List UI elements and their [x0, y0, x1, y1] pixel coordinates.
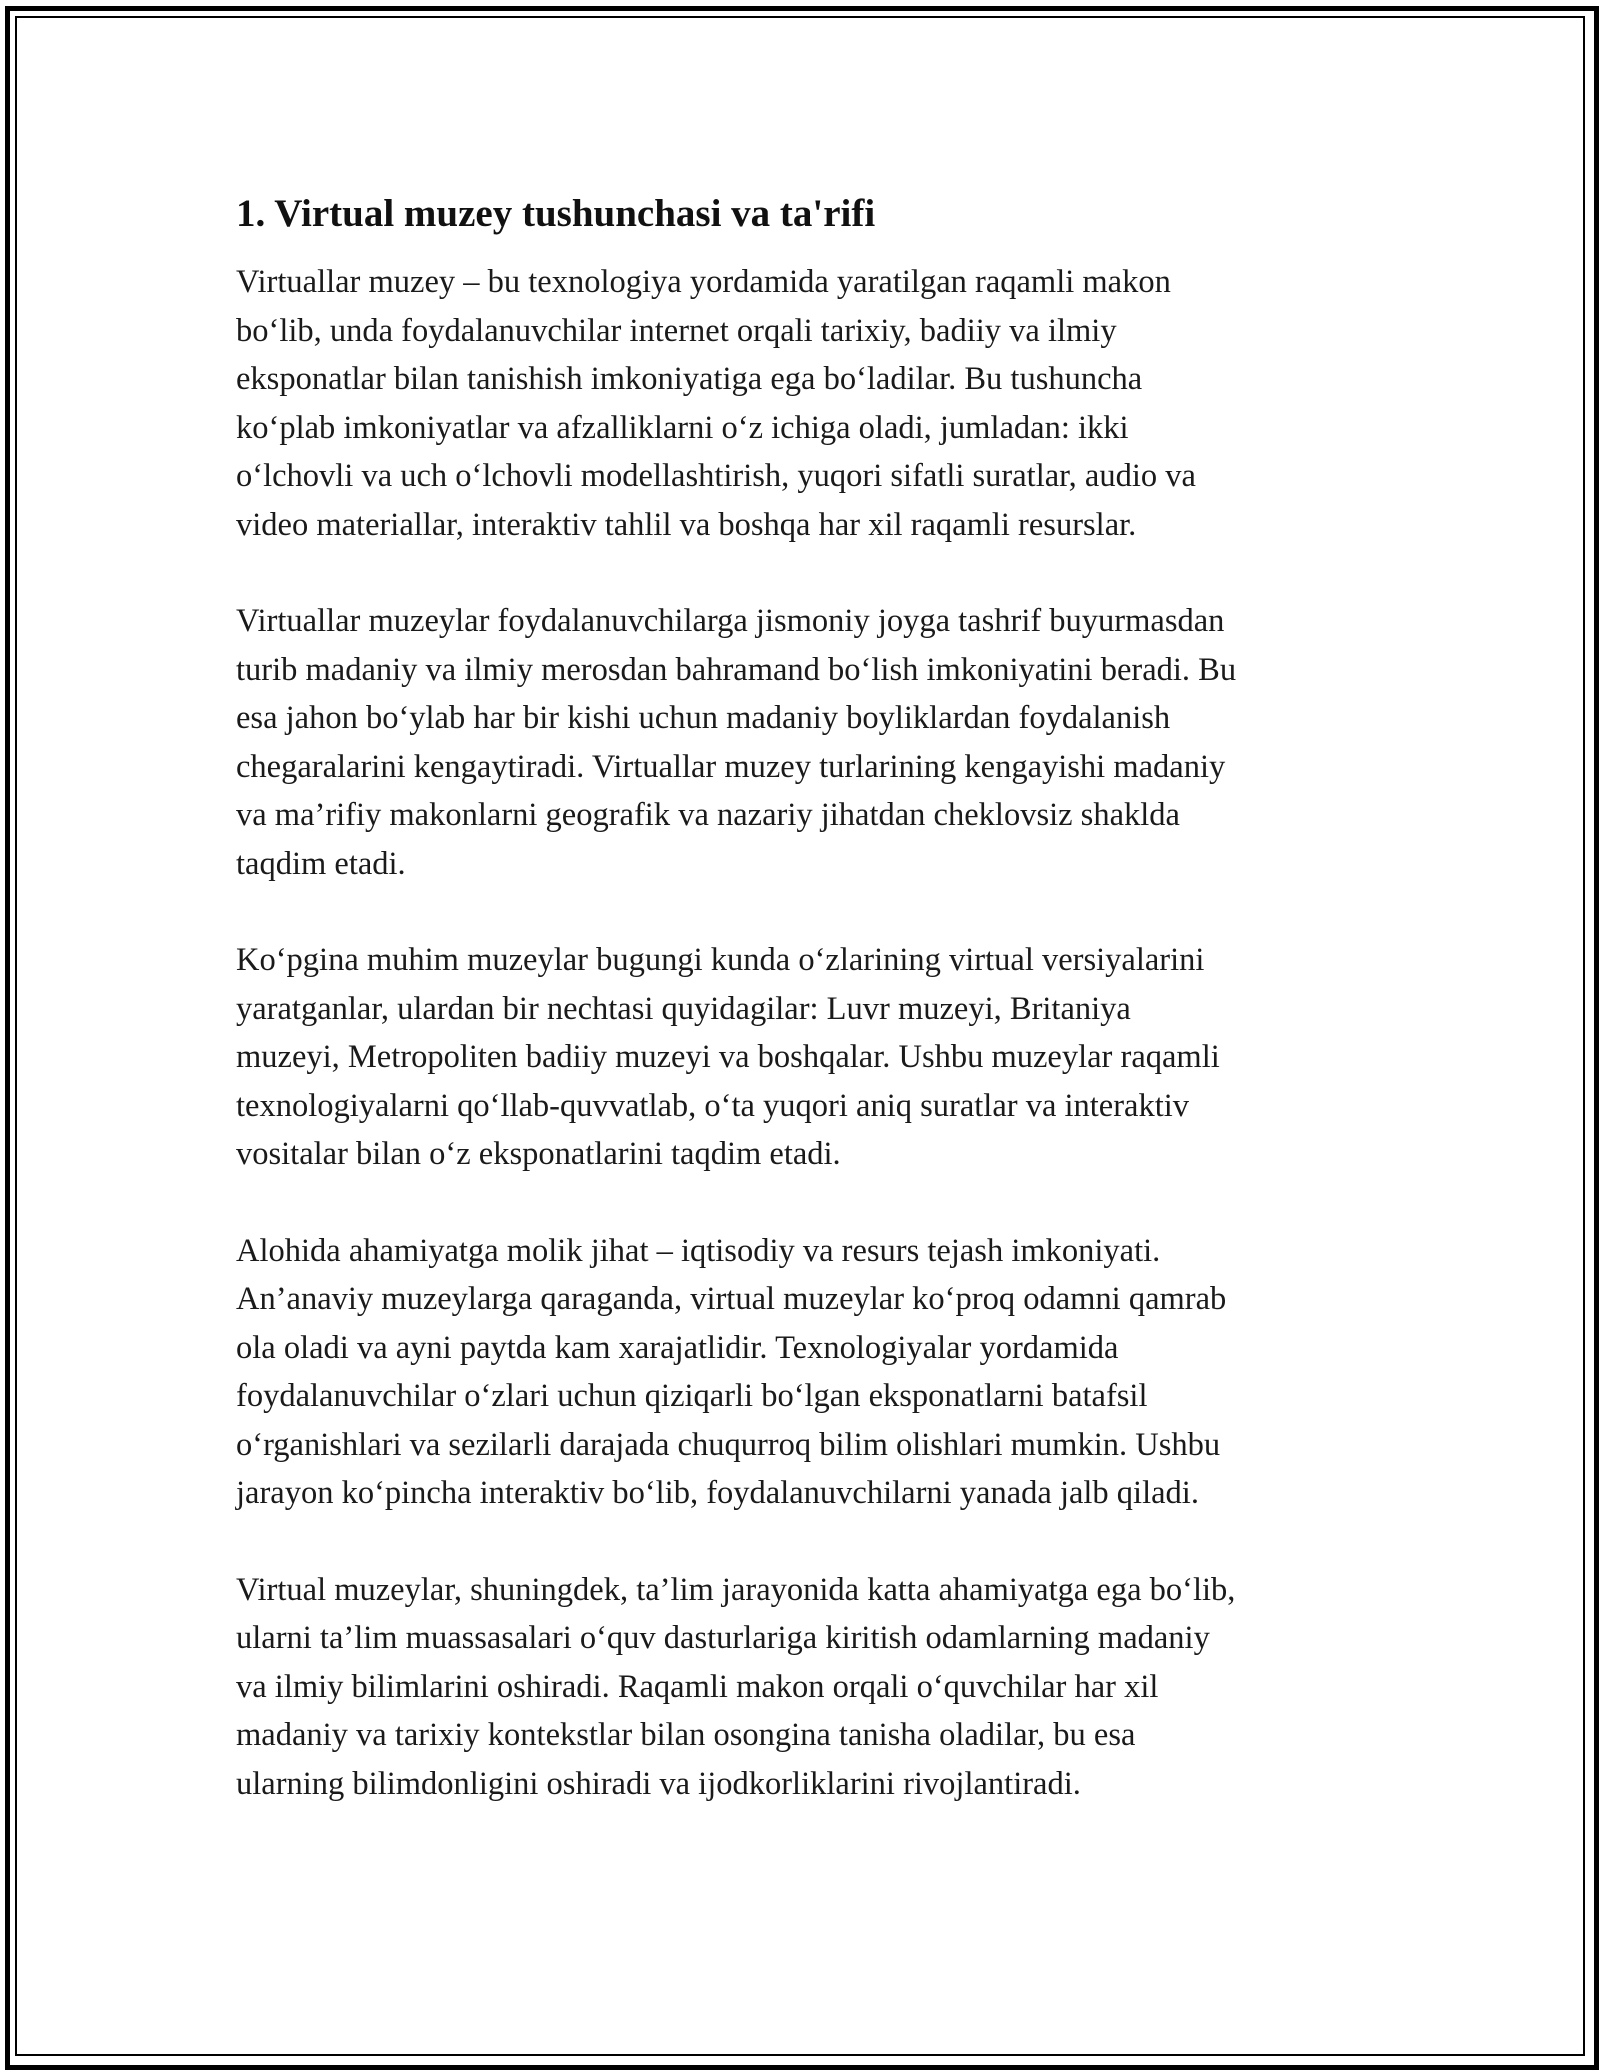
text-line: va ma’rifiy makonlarni geografik va nazariy jihatdan cheklovsiz shaklda — [236, 797, 1180, 833]
text-line: Ko‘pgina muhim muzeylar bugungi kunda o‘zlarining virtual versiyalarini — [236, 942, 1205, 978]
text-line: o‘rganishlari va sezilarli darajada chuqurroq bilim olishlari mumkin. Ushbu — [236, 1426, 1221, 1463]
text-line: ularni ta’lim muassasalari o‘quv dasturlariga kiritish odamlarning madaniy — [236, 1620, 1210, 1656]
text-line: va ilmiy bilimlarini oshiradi. Raqamli makon orqali o‘quvchilar har xil — [236, 1668, 1159, 1705]
text-line: video materiallar, interaktiv tahlil va boshqa har xil raqamli resurslar. — [236, 506, 1137, 543]
text-line: o‘lchovli va uch o‘lchovli modellashtirish, yuqori sifatli suratlar, audio va — [236, 458, 1196, 494]
text-line: vositalar bilan o‘z eksponatlarini taqdim etadi. — [236, 1136, 841, 1172]
text-line: ola oladi va ayni paytda kam xarajatlidir. Texnologiyalar yordamida — [236, 1329, 1119, 1366]
text-line: An’anaviy muzeylarga qaraganda, virtual muzeylar ko‘proq odamni qamrab — [236, 1281, 1227, 1317]
text-line: Virtual muzeylar, shuningdek, ta’lim jarayonida katta ahamiyatga ega bo‘lib, — [236, 1571, 1236, 1608]
paragraph-2 — [236, 597, 1376, 888]
text-line: jarayon ko‘pincha interaktiv bo‘lib, foydalanuvchilarni yanada jalb qiladi. — [236, 1475, 1199, 1511]
text-line: foydalanuvchilar o‘zlari uchun qiziqarli bo‘lgan eksponatlarni batafsil — [236, 1378, 1148, 1414]
paragraph-3 — [236, 936, 1376, 1179]
text-line: Virtuallar muzeylar foydalanuvchilarga jismoniy joyga tashrif buyurmasdan — [236, 603, 1225, 639]
text-line: eksponatlar bilan tanishish imkoniyatiga ega bo‘ladilar. Bu tushuncha — [236, 361, 1143, 397]
text-line: bo‘lib, unda foydalanuvchilar internet orqali tarixiy, badiiy va ilmiy — [236, 312, 1117, 349]
text-line: Alohida ahamiyatga molik jihat – iqtisodiy va resurs tejash imkoniyati. — [236, 1232, 1161, 1269]
text-line: texnologiyalarni qo‘llab-quvvatlab, o‘ta yuqori aniq suratlar va interaktiv — [236, 1087, 1190, 1124]
text-line: ko‘plab imkoniyatlar va afzalliklarni o‘z ichiga oladi, jumladan: ikki — [236, 409, 1129, 446]
paragraph-1 — [236, 258, 1376, 549]
text-line: ularning bilimdonligini oshiradi va ijodkorliklarini rivojlantiradi. — [236, 1765, 1081, 1802]
section-heading: 1. Virtual muzey tushunchasi va ta'rifi — [236, 192, 876, 235]
text-line: esa jahon bo‘ylab har bir kishi uchun madaniy boyliklardan foydalanish — [236, 700, 1171, 736]
text-line: yaratganlar, ulardan bir nechtasi quyidagilar: Luvr muzeyi, Britaniya — [236, 990, 1131, 1027]
text-line: muzeyi, Metropoliten badiiy muzeyi va boshqalar. Ushbu muzeylar raqamli — [236, 1039, 1220, 1075]
paragraph-5 — [236, 1566, 1376, 1809]
text-line: taqdim etadi. — [236, 845, 406, 882]
paragraph-4 — [236, 1227, 1376, 1518]
document-body — [236, 188, 1376, 1856]
text-line: chegaralarini kengaytiradi. Virtuallar muzey turlarining kengayishi madaniy — [236, 748, 1226, 785]
text-line: madaniy va tarixiy kontekstlar bilan osongina tanisha oladilar, bu esa — [236, 1717, 1136, 1753]
text-line: Virtuallar muzey – bu texnologiya yordamida yaratilgan raqamli makon — [236, 264, 1171, 300]
text-line: turib madaniy va ilmiy merosdan bahramand bo‘lish imkoniyatini beradi. Bu — [236, 651, 1237, 688]
